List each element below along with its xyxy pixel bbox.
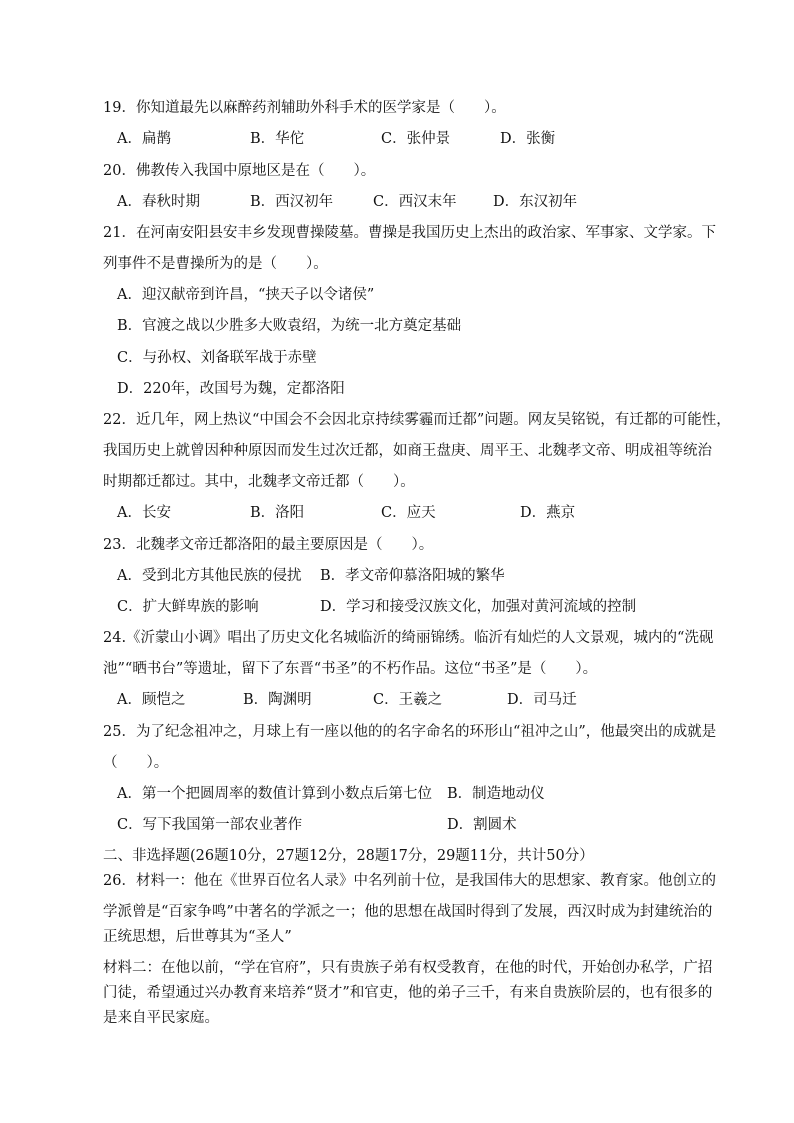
q20-option-c: C．西汉末年 xyxy=(373,194,457,210)
q21-stem-line1: 21．在河南安阳县安丰乡发现曹操陵墓。曹操是我国历史上杰出的政治家、军事家、文学家。下 xyxy=(103,225,716,241)
q25-stem-line2: （ ）。 xyxy=(103,755,169,771)
q25-option-d: D．割圆术 xyxy=(447,817,517,833)
q22-stem-line1: 22．近几年，网上热议“中国会不会因北京持续雾霾而迁都”问题。网友吴铭锐，有迁都的可能性， xyxy=(103,412,731,428)
q25-option-c: C．写下我国第一部农业著作 xyxy=(117,817,303,833)
q23-option-c: C．扩大鲜卑族的影响 xyxy=(117,599,259,615)
q22-option-d: D．燕京 xyxy=(520,505,576,521)
q21-option-b: B．官渡之战以少胜多大败袁绍，为统一北方奠定基础 xyxy=(117,318,462,334)
q23-option-b: B．孝文帝仰慕洛阳城的繁华 xyxy=(320,568,505,584)
q19-option-c: C．张仲景 xyxy=(381,131,451,147)
q20-stem: 20．佛教传入我国中原地区是在（ ）。 xyxy=(103,163,376,179)
q23-option-a: A．受到北方其他民族的侵扰 xyxy=(117,568,302,584)
q20-option-b: B．西汉初年 xyxy=(250,194,334,210)
q24-option-b: B．陶渊明 xyxy=(243,692,312,708)
q20-option-d: D．东汉初年 xyxy=(493,194,578,210)
q24-option-d: D．司马迁 xyxy=(507,692,577,708)
q25-stem-line1: 25．为了纪念祖冲之，月球上有一座以他的的名字命名的环形山“祖冲之山”，他最突出的成就是 xyxy=(103,724,717,740)
q21-option-c: C．与孙权、刘备联军战于赤壁 xyxy=(117,350,317,366)
q19-option-d: D．张衡 xyxy=(500,131,556,147)
q20-option-a: A．春秋时期 xyxy=(117,194,200,210)
q24-stem-line1: 24.《沂蒙山小调》唱出了历史文化名城临沂的绮丽锦绣。临沂有灿烂的人文景观，城内的“洗砚 xyxy=(103,630,714,646)
q22-stem-line3: 时期都迁都过。其中，北魏孝文帝迁都（ ）。 xyxy=(103,474,415,490)
q22-option-b: B．洛阳 xyxy=(250,505,305,521)
q22-option-c: C．应天 xyxy=(381,505,436,521)
q26-material1-line1: 26．材料一：他在《世界百位名人录》中名列前十位，是我国伟大的思想家、教育家。他创立的 xyxy=(103,873,716,889)
q24-stem-line2: 池”“晒书台”等遗址，留下了东晋“书圣”的不朽作品。这位“书圣”是（ ）。 xyxy=(103,661,598,677)
q25-option-b: B．制造地动仪 xyxy=(447,786,545,802)
q19-option-b: B．华佗 xyxy=(250,131,305,147)
q26-material1-line2: 学派曾是“百家争鸣”中著名的学派之一；他的思想在战国时得到了发展，西汉时成为封建统治的 xyxy=(103,904,713,920)
q23-option-d: D．学习和接受汉族文化，加强对黄河流域的控制 xyxy=(320,599,637,615)
q26-material1-line3: 正统思想，后世尊其为“圣人” xyxy=(103,929,292,945)
q24-option-a: A．顾恺之 xyxy=(117,692,186,708)
q25-option-a: A．第一个把圆周率的数值计算到小数点后第七位 xyxy=(117,786,432,802)
q19-option-a: A．扁鹊 xyxy=(117,131,171,147)
q22-option-a: A．长安 xyxy=(117,505,171,521)
q23-stem: 23．北魏孝文帝迁都洛阳的最主要原因是（ ）。 xyxy=(103,537,434,553)
q19-stem: 19．你知道最先以麻醉药剂辅助外科手术的医学家是（ ）。 xyxy=(103,100,506,116)
q21-option-d: D．220年，改国号为魏，定都洛阳 xyxy=(117,381,345,397)
q22-stem-line2: 我国历史上就曾因种种原因而发生过次迁都，如商王盘庚、周平王、北魏孝文帝、明成祖等统治 xyxy=(103,443,712,459)
q24-option-c: C．王羲之 xyxy=(373,692,443,708)
q26-material2-line1: 材料二：在他以前，“学在官府”，只有贵族子弟有权受教育，在他的时代，开始创办私学，广招 xyxy=(103,960,713,976)
q26-material2-line3: 是来自平民家庭。 xyxy=(103,1010,219,1026)
q21-stem-line2: 列事件不是曹操所为的是（ ）。 xyxy=(103,256,328,272)
q21-option-a: A．迎汉献帝到许昌，“挟天子以令诸侯” xyxy=(117,287,375,303)
section2-heading: 二、非选择题(26题10分，27题12分，28题17分，29题11分，共计50分） xyxy=(103,848,594,864)
q26-material2-line2: 门徒，希望通过兴办教育来培养“贤才”和官吏，他的弟子三千，有来自贵族阶层的，也有很多的 xyxy=(103,985,713,1001)
